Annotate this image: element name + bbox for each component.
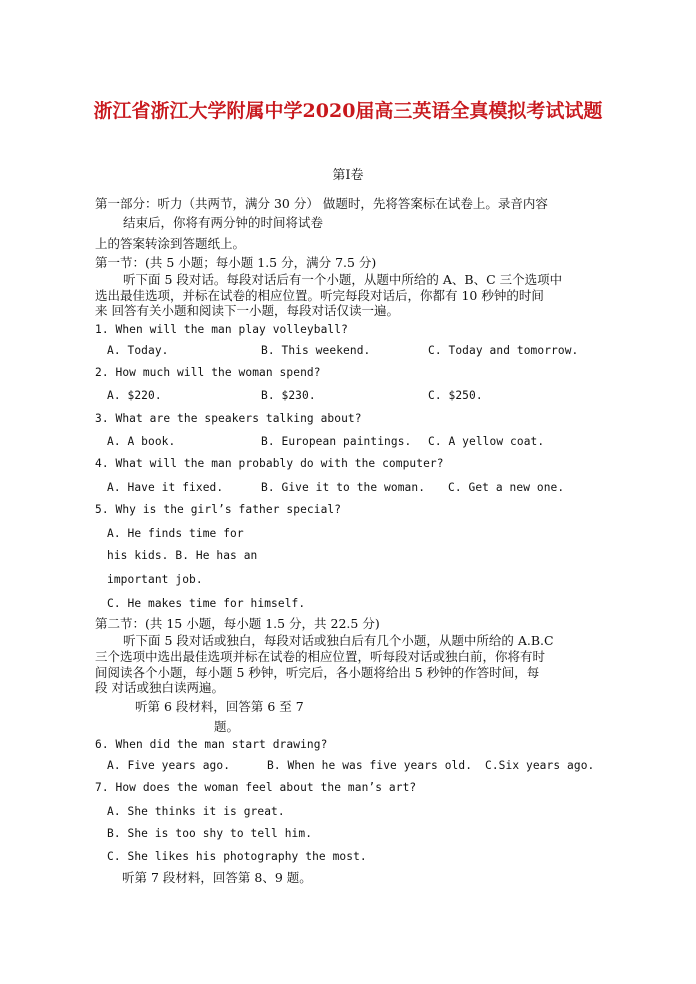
material-7-note: 听第 7 段材料，回答第 8、9 题。 bbox=[122, 870, 312, 885]
question-7-option-c: C. She likes his photography the most. bbox=[107, 850, 367, 863]
question-5-option-c: C. He makes time for himself. bbox=[107, 597, 306, 610]
question-1-option-a: A. Today. bbox=[107, 344, 169, 357]
question-5-stem: 5. Why is the girl’s father special? bbox=[95, 503, 342, 516]
material-6-note-line1: 听第 6 段材料，回答第 6 至 7 bbox=[135, 699, 304, 714]
question-5-option-line2: his kids. B. He has an bbox=[107, 549, 258, 562]
question-3-option-b: B. European paintings. bbox=[261, 435, 412, 448]
question-7-stem: 7. How does the woman feel about the man’s art? bbox=[95, 781, 417, 794]
section2-instruction-line3: 间阅读各个小题，每小题 5 秒钟，听完后，各小题将给出 5 秒钟的作答时间，每 bbox=[95, 665, 540, 680]
section2-instruction-line4: 段 对话或独白读两遍。 bbox=[95, 680, 224, 695]
question-7-option-a: A. She thinks it is great. bbox=[107, 805, 285, 818]
question-6-option-b: B. When he was five years old. bbox=[267, 759, 473, 772]
question-1-option-b: B. This weekend. bbox=[261, 344, 371, 357]
question-5-option-line1: A. He finds time for bbox=[107, 527, 244, 540]
question-6-stem: 6. When did the man start drawing? bbox=[95, 738, 328, 751]
section1-heading: 第一节：(共 5 小题；每小题 1.5 分，满分 7.5 分) bbox=[95, 255, 377, 270]
question-3-stem: 3. What are the speakers talking about? bbox=[95, 412, 362, 425]
question-2-option-b: B. $230. bbox=[261, 389, 316, 402]
question-3-option-c: C. A yellow coat. bbox=[428, 435, 545, 448]
question-2-option-c: C. $250. bbox=[428, 389, 483, 402]
question-7-option-b: B. She is too shy to tell him. bbox=[107, 827, 313, 840]
section2-instruction-line2: 三个选项中选出最佳选项并标在试卷的相应位置，听每段对话或独白前，你将有时 bbox=[95, 649, 546, 664]
part1-heading-line3: 上的答案转涂到答题纸上。 bbox=[95, 236, 246, 251]
question-6-option-c: C.Six years ago. bbox=[485, 759, 595, 772]
material-6-note-line2: 题。 bbox=[214, 719, 240, 734]
question-2-stem: 2. How much will the woman spend? bbox=[95, 366, 321, 379]
part1-heading-line1: 第一部分：听力（共两节，满分 30 分） 做题时，先将答案标在试卷上。录音内容 bbox=[95, 196, 548, 211]
volume-heading: 第Ⅰ卷 bbox=[332, 168, 364, 183]
section2-heading: 第二节：(共 15 小题，每小题 1.5 分，共 22.5 分) bbox=[95, 616, 380, 631]
question-5-option-line3: important job. bbox=[107, 573, 203, 586]
question-4-option-b: B. Give it to the woman. bbox=[261, 481, 426, 494]
question-1-stem: 1. When will the man play volleyball? bbox=[95, 323, 348, 336]
question-2-option-a: A. $220. bbox=[107, 389, 162, 402]
question-4-option-c: C. Get a new one. bbox=[448, 481, 565, 494]
section2-instruction-line1: 听下面 5 段对话或独白，每段对话或独白后有几个小题，从题中所给的 A.B.C bbox=[123, 633, 554, 648]
document-title: 浙江省浙江大学附属中学2020届高三英语全真模拟考试试题 bbox=[93, 100, 603, 122]
part1-heading-line2: 结束后，你将有两分钟的时间将试卷 bbox=[123, 215, 324, 230]
section1-instruction-line2: 选出最佳选项，并标在试卷的相应位置。听完每段对话后，你都有 10 秒钟的时间 bbox=[95, 288, 544, 303]
question-6-option-a: A. Five years ago. bbox=[107, 759, 231, 772]
question-4-option-a: A. Have it fixed. bbox=[107, 481, 224, 494]
question-1-option-c: C. Today and tomorrow. bbox=[428, 344, 579, 357]
section1-instruction-line1: 听下面 5 段对话。每段对话后有一个小题，从题中所给的 A、B、C 三个选项中 bbox=[123, 272, 563, 287]
question-3-option-a: A. A book. bbox=[107, 435, 176, 448]
question-4-stem: 4. What will the man probably do with the computer? bbox=[95, 457, 444, 470]
section1-instruction-line3: 来 回答有关小题和阅读下一小题，每段对话仅读一遍。 bbox=[95, 303, 399, 318]
